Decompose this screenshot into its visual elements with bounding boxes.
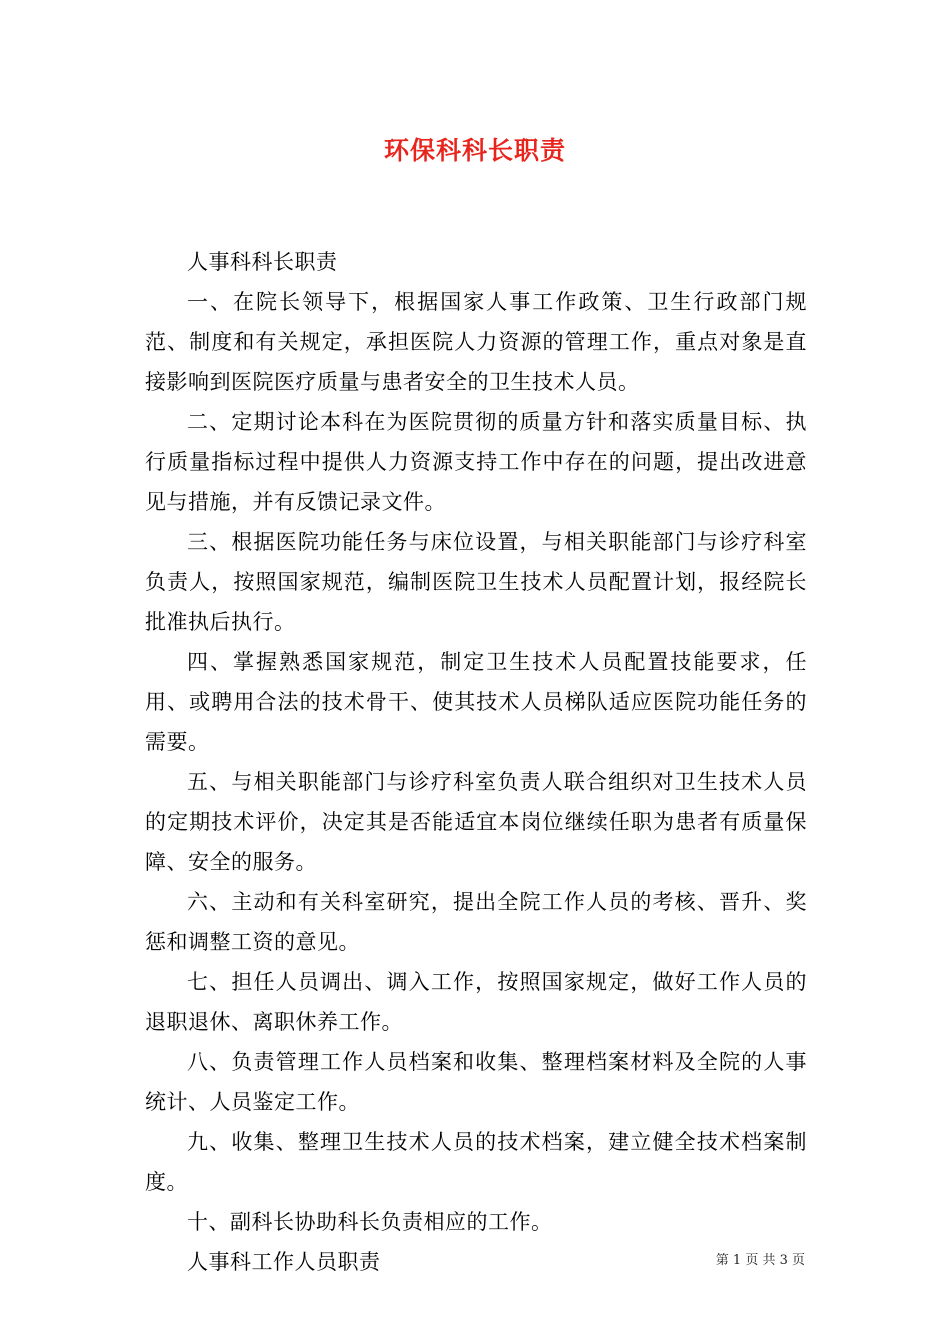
paragraph-5: 五、与相关职能部门与诊疗科室负责人联合组织对卫生技术人员的定期技术评价，决定其是否能适宜本岗位继续任职为患者有质量保障、安全的服务。 — [145, 770, 807, 874]
section-heading-staff: 人事科工作人员职责 — [187, 1250, 381, 1274]
paragraph-1: 一、在院长领导下，根据国家人事工作政策、卫生行政部门规范、制度和有关规定，承担医院人力资源的管理工作，重点对象是直接影响到医院医疗质量与患者安全的卫生技术人员。 — [145, 290, 807, 394]
paragraph-6: 六、主动和有关科室研究，提出全院工作人员的考核、晋升、奖惩和调整工资的意见。 — [145, 890, 807, 954]
paragraph-3: 三、根据医院功能任务与床位设置，与相关职能部门与诊疗科室负责人，按照国家规范，编制医院卫生技术人员配置计划，报经院长批准执后执行。 — [145, 530, 807, 634]
paragraph-7: 七、担任人员调出、调入工作，按照国家规定，做好工作人员的退职退休、离职休养工作。 — [145, 970, 807, 1034]
paragraph-8: 八、负责管理工作人员档案和收集、整理档案材料及全院的人事统计、人员鉴定工作。 — [145, 1050, 807, 1114]
paragraph-4: 四、掌握熟悉国家规范，制定卫生技术人员配置技能要求，任用、或聘用合法的技术骨干、使其技术人员梯队适应医院功能任务的需要。 — [145, 650, 807, 754]
document-body — [145, 242, 807, 1282]
section-heading: 人事科科长职责 — [187, 250, 338, 274]
paragraph-2: 二、定期讨论本科在为医院贯彻的质量方针和落实质量目标、执行质量指标过程中提供人力资源支持工作中存在的问题，提出改进意见与措施，并有反馈记录文件。 — [145, 410, 807, 514]
document-title: 环保科科长职责 — [383, 136, 566, 165]
paragraph-9: 九、收集、整理卫生技术人员的技术档案，建立健全技术档案制度。 — [145, 1130, 807, 1194]
paragraph-10: 十、副科长协助科长负责相应的工作。 — [187, 1210, 553, 1234]
page-number-footer: 第 1 页 共 3 页 — [715, 1253, 805, 1268]
